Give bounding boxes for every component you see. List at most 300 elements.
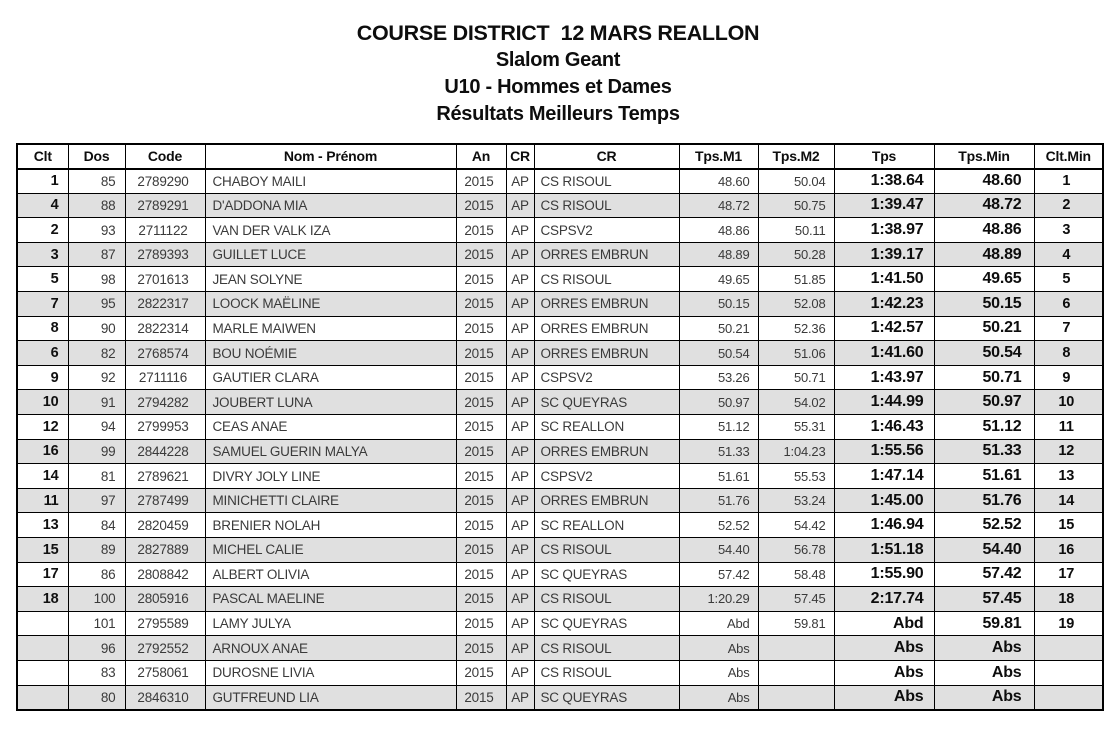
cell-clt-min: 12 <box>1034 439 1103 464</box>
cell-cr: AP <box>506 390 534 415</box>
cell-tps-m2: 54.42 <box>758 513 834 538</box>
cell-clt: 14 <box>17 464 68 489</box>
cell-club: CS RISOUL <box>534 660 679 685</box>
cell-tps-m1: 50.21 <box>679 316 758 341</box>
cell-tps-min: Abs <box>934 685 1034 710</box>
cell-tps-m1: 49.65 <box>679 267 758 292</box>
cell-cr: AP <box>506 587 534 612</box>
table-row <box>17 562 1103 587</box>
cell-code: 2789290 <box>125 169 205 194</box>
header-tps-m2: Tps.M2 <box>758 144 834 169</box>
cell-tps-m1: 54.40 <box>679 538 758 563</box>
cell-nom: MICHEL CALIE <box>205 538 456 563</box>
cell-cr: AP <box>506 611 534 636</box>
cell-code: 2795589 <box>125 611 205 636</box>
cell-an: 2015 <box>456 316 506 341</box>
cell-club: CS RISOUL <box>534 636 679 661</box>
header-tps-m1: Tps.M1 <box>679 144 758 169</box>
cell-clt-min: 11 <box>1034 415 1103 440</box>
cell-nom: ALBERT OLIVIA <box>205 562 456 587</box>
table-row <box>17 292 1103 317</box>
cell-tps-m1: 48.72 <box>679 193 758 218</box>
cell-dos: 98 <box>68 267 125 292</box>
cell-clt-min: 18 <box>1034 587 1103 612</box>
cell-tps-min: 49.65 <box>934 267 1034 292</box>
cell-cr: AP <box>506 464 534 489</box>
cell-tps: 1:47.14 <box>834 464 934 489</box>
table-row <box>17 316 1103 341</box>
cell-tps-m2: 52.36 <box>758 316 834 341</box>
cell-nom: BOU NOÉMIE <box>205 341 456 366</box>
cell-club: CSPSV2 <box>534 365 679 390</box>
cell-clt: 15 <box>17 538 68 563</box>
cell-nom: DUROSNE LIVIA <box>205 660 456 685</box>
cell-dos: 91 <box>68 390 125 415</box>
cell-tps-min: 48.60 <box>934 169 1034 194</box>
cell-code: 2768574 <box>125 341 205 366</box>
cell-dos: 101 <box>68 611 125 636</box>
cell-tps-m2: 53.24 <box>758 488 834 513</box>
cell-tps-m2: 54.02 <box>758 390 834 415</box>
cell-clt-min: 10 <box>1034 390 1103 415</box>
cell-an: 2015 <box>456 636 506 661</box>
cell-tps-m1: Abs <box>679 636 758 661</box>
event-subtitle: Slalom Geant <box>495 49 621 71</box>
cell-clt <box>17 636 68 661</box>
header-clt: Clt <box>17 144 68 169</box>
header-dos: Dos <box>68 144 125 169</box>
cell-nom: JEAN SOLYNE <box>205 267 456 292</box>
cell-clt <box>17 611 68 636</box>
cell-nom: BRENIER NOLAH <box>205 513 456 538</box>
cell-tps: 1:51.18 <box>834 538 934 563</box>
cell-cr: AP <box>506 488 534 513</box>
cell-tps-min: 50.21 <box>934 316 1034 341</box>
cell-cr: AP <box>506 636 534 661</box>
cell-code: 2822317 <box>125 292 205 317</box>
cell-dos: 96 <box>68 636 125 661</box>
cell-an: 2015 <box>456 242 506 267</box>
cell-tps-m1: 48.89 <box>679 242 758 267</box>
table-row <box>17 341 1103 366</box>
cell-tps-min: 48.86 <box>934 218 1034 243</box>
cell-clt-min: 6 <box>1034 292 1103 317</box>
cell-tps: 1:55.56 <box>834 439 934 464</box>
cell-tps: Abd <box>834 611 934 636</box>
cell-tps-m2: 59.81 <box>758 611 834 636</box>
cell-clt-min: 7 <box>1034 316 1103 341</box>
cell-tps: 1:38.64 <box>834 169 934 194</box>
cell-tps-min: 48.89 <box>934 242 1034 267</box>
cell-clt-min: 4 <box>1034 242 1103 267</box>
cell-club: ORRES EMBRUN <box>534 341 679 366</box>
cell-code: 2805916 <box>125 587 205 612</box>
cell-clt: 1 <box>17 169 68 194</box>
cell-code: 2789621 <box>125 464 205 489</box>
table-row <box>17 365 1103 390</box>
cell-dos: 93 <box>68 218 125 243</box>
cell-nom: GAUTIER CLARA <box>205 365 456 390</box>
cell-an: 2015 <box>456 611 506 636</box>
header-tps-min: Tps.Min <box>934 144 1034 169</box>
cell-tps-min: 59.81 <box>934 611 1034 636</box>
cell-clt: 18 <box>17 587 68 612</box>
cell-tps-m1: 50.97 <box>679 390 758 415</box>
table-body <box>17 169 1103 710</box>
cell-tps: 1:39.47 <box>834 193 934 218</box>
cell-an: 2015 <box>456 538 506 563</box>
cell-tps-min: 48.72 <box>934 193 1034 218</box>
cell-nom: DIVRY JOLY LINE <box>205 464 456 489</box>
cell-tps-m2: 51.06 <box>758 341 834 366</box>
cell-tps: 1:38.97 <box>834 218 934 243</box>
cell-tps-min: 50.97 <box>934 390 1034 415</box>
cell-dos: 82 <box>68 341 125 366</box>
cell-code: 2808842 <box>125 562 205 587</box>
header-an: An <box>456 144 506 169</box>
cell-tps-m1: 1:20.29 <box>679 587 758 612</box>
document-header <box>0 0 1116 128</box>
cell-an: 2015 <box>456 562 506 587</box>
cell-dos: 95 <box>68 292 125 317</box>
cell-an: 2015 <box>456 464 506 489</box>
cell-tps-m1: 53.26 <box>679 365 758 390</box>
cell-clt-min: 5 <box>1034 267 1103 292</box>
cell-tps: 1:45.00 <box>834 488 934 513</box>
cell-club: ORRES EMBRUN <box>534 439 679 464</box>
cell-clt: 7 <box>17 292 68 317</box>
cell-an: 2015 <box>456 488 506 513</box>
cell-club: ORRES EMBRUN <box>534 316 679 341</box>
cell-code: 2789393 <box>125 242 205 267</box>
cell-club: CSPSV2 <box>534 464 679 489</box>
cell-dos: 99 <box>68 439 125 464</box>
cell-tps-m2: 50.28 <box>758 242 834 267</box>
cell-tps-m2: 55.31 <box>758 415 834 440</box>
cell-tps-m1: Abd <box>679 611 758 636</box>
cell-clt-min <box>1034 660 1103 685</box>
cell-cr: AP <box>506 365 534 390</box>
cell-nom: GUTFREUND LIA <box>205 685 456 710</box>
cell-clt-min: 13 <box>1034 464 1103 489</box>
results-table <box>16 143 1104 711</box>
cell-clt <box>17 660 68 685</box>
cell-clt: 12 <box>17 415 68 440</box>
cell-tps-m1: 48.86 <box>679 218 758 243</box>
cell-tps-min: 51.33 <box>934 439 1034 464</box>
cell-clt: 5 <box>17 267 68 292</box>
table-row <box>17 169 1103 194</box>
cell-code: 2789291 <box>125 193 205 218</box>
cell-tps-m1: Abs <box>679 660 758 685</box>
table-row <box>17 267 1103 292</box>
cell-club: CS RISOUL <box>534 538 679 563</box>
cell-nom: VAN DER VALK IZA <box>205 218 456 243</box>
cell-code: 2799953 <box>125 415 205 440</box>
table-row <box>17 464 1103 489</box>
table-row <box>17 538 1103 563</box>
cell-an: 2015 <box>456 267 506 292</box>
cell-tps-m1: 51.33 <box>679 439 758 464</box>
header-clt-min: Clt.Min <box>1034 144 1103 169</box>
cell-club: CS RISOUL <box>534 587 679 612</box>
cell-an: 2015 <box>456 439 506 464</box>
cell-club: SC QUEYRAS <box>534 390 679 415</box>
cell-clt: 10 <box>17 390 68 415</box>
cell-tps: 1:55.90 <box>834 562 934 587</box>
cell-club: SC REALLON <box>534 415 679 440</box>
cell-clt: 8 <box>17 316 68 341</box>
cell-nom: GUILLET LUCE <box>205 242 456 267</box>
cell-clt-min <box>1034 636 1103 661</box>
cell-clt-min: 19 <box>1034 611 1103 636</box>
cell-tps: 1:41.60 <box>834 341 934 366</box>
cell-tps-m2: 50.71 <box>758 365 834 390</box>
cell-nom: CEAS ANAE <box>205 415 456 440</box>
cell-club: ORRES EMBRUN <box>534 242 679 267</box>
cell-tps-min: 57.42 <box>934 562 1034 587</box>
cell-clt: 9 <box>17 365 68 390</box>
cell-tps-min: 51.61 <box>934 464 1034 489</box>
cell-clt: 11 <box>17 488 68 513</box>
cell-tps-m2: 58.48 <box>758 562 834 587</box>
table-row <box>17 390 1103 415</box>
cell-cr: AP <box>506 267 534 292</box>
cell-nom: MARLE MAIWEN <box>205 316 456 341</box>
table-row <box>17 415 1103 440</box>
cell-club: ORRES EMBRUN <box>534 292 679 317</box>
cell-tps-min: 52.52 <box>934 513 1034 538</box>
cell-tps-m1: 50.15 <box>679 292 758 317</box>
cell-an: 2015 <box>456 341 506 366</box>
cell-clt-min: 8 <box>1034 341 1103 366</box>
cell-tps-min: Abs <box>934 660 1034 685</box>
cell-nom: LAMY JULYA <box>205 611 456 636</box>
cell-tps: Abs <box>834 685 934 710</box>
cell-an: 2015 <box>456 390 506 415</box>
cell-tps-min: 50.54 <box>934 341 1034 366</box>
cell-tps-m1: 57.42 <box>679 562 758 587</box>
cell-clt: 2 <box>17 218 68 243</box>
cell-dos: 100 <box>68 587 125 612</box>
table-row <box>17 685 1103 710</box>
cell-tps-m2 <box>758 685 834 710</box>
table-row <box>17 636 1103 661</box>
cell-cr: AP <box>506 292 534 317</box>
cell-nom: SAMUEL GUERIN MALYA <box>205 439 456 464</box>
header-code: Code <box>125 144 205 169</box>
cell-dos: 83 <box>68 660 125 685</box>
cell-cr: AP <box>506 538 534 563</box>
cell-dos: 80 <box>68 685 125 710</box>
cell-clt: 4 <box>17 193 68 218</box>
cell-tps-m2: 57.45 <box>758 587 834 612</box>
cell-code: 2844228 <box>125 439 205 464</box>
cell-clt-min: 14 <box>1034 488 1103 513</box>
cell-code: 2711122 <box>125 218 205 243</box>
cell-clt-min: 2 <box>1034 193 1103 218</box>
cell-cr: AP <box>506 439 534 464</box>
cell-clt: 3 <box>17 242 68 267</box>
cell-tps-m2: 50.11 <box>758 218 834 243</box>
cell-cr: AP <box>506 660 534 685</box>
cell-dos: 94 <box>68 415 125 440</box>
cell-tps: 1:44.99 <box>834 390 934 415</box>
table-row <box>17 587 1103 612</box>
cell-tps: 1:42.23 <box>834 292 934 317</box>
cell-tps-m1: 50.54 <box>679 341 758 366</box>
cell-nom: MINICHETTI CLAIRE <box>205 488 456 513</box>
cell-clt: 6 <box>17 341 68 366</box>
cell-tps: 2:17.74 <box>834 587 934 612</box>
cell-clt-min: 15 <box>1034 513 1103 538</box>
cell-clt: 16 <box>17 439 68 464</box>
cell-an: 2015 <box>456 587 506 612</box>
cell-tps: Abs <box>834 636 934 661</box>
table-row <box>17 488 1103 513</box>
cell-clt: 17 <box>17 562 68 587</box>
cell-nom: LOOCK MAËLINE <box>205 292 456 317</box>
header-nom: Nom - Prénom <box>205 144 456 169</box>
cell-tps: 1:41.50 <box>834 267 934 292</box>
cell-tps-m2: 56.78 <box>758 538 834 563</box>
cell-tps-min: 51.76 <box>934 488 1034 513</box>
header-tps: Tps <box>834 144 934 169</box>
cell-code: 2846310 <box>125 685 205 710</box>
table-row <box>17 218 1103 243</box>
cell-an: 2015 <box>456 415 506 440</box>
header-club: CR <box>534 144 679 169</box>
cell-code: 2787499 <box>125 488 205 513</box>
cell-code: 2794282 <box>125 390 205 415</box>
cell-clt-min: 16 <box>1034 538 1103 563</box>
category-subtitle: U10 - Hommes et Dames <box>444 76 672 98</box>
cell-dos: 81 <box>68 464 125 489</box>
cell-cr: AP <box>506 685 534 710</box>
cell-tps: 1:46.43 <box>834 415 934 440</box>
cell-dos: 90 <box>68 316 125 341</box>
table-header-row <box>17 144 1103 169</box>
cell-nom: CHABOY MAILI <box>205 169 456 194</box>
results-subtitle: Résultats Meilleurs Temps <box>436 103 680 125</box>
cell-tps: 1:42.57 <box>834 316 934 341</box>
cell-tps-min: 50.15 <box>934 292 1034 317</box>
cell-tps-m1: 48.60 <box>679 169 758 194</box>
cell-tps-m2: 1:04.23 <box>758 439 834 464</box>
cell-nom: ARNOUX ANAE <box>205 636 456 661</box>
cell-tps-m1: 51.76 <box>679 488 758 513</box>
cell-dos: 89 <box>68 538 125 563</box>
cell-dos: 92 <box>68 365 125 390</box>
cell-code: 2820459 <box>125 513 205 538</box>
cell-an: 2015 <box>456 685 506 710</box>
cell-tps: 1:43.97 <box>834 365 934 390</box>
table-row <box>17 193 1103 218</box>
cell-dos: 85 <box>68 169 125 194</box>
cell-cr: AP <box>506 513 534 538</box>
cell-an: 2015 <box>456 365 506 390</box>
cell-clt: 13 <box>17 513 68 538</box>
cell-nom: PASCAL MAELINE <box>205 587 456 612</box>
cell-an: 2015 <box>456 292 506 317</box>
cell-clt-min <box>1034 685 1103 710</box>
cell-tps-m2: 51.85 <box>758 267 834 292</box>
cell-tps-m1: Abs <box>679 685 758 710</box>
cell-code: 2701613 <box>125 267 205 292</box>
cell-clt-min: 9 <box>1034 365 1103 390</box>
cell-clt-min: 3 <box>1034 218 1103 243</box>
cell-an: 2015 <box>456 169 506 194</box>
cell-tps-m2: 50.75 <box>758 193 834 218</box>
cell-tps-m2 <box>758 660 834 685</box>
cell-cr: AP <box>506 415 534 440</box>
table-row <box>17 513 1103 538</box>
cell-tps-m2: 52.08 <box>758 292 834 317</box>
cell-tps-m2: 50.04 <box>758 169 834 194</box>
cell-an: 2015 <box>456 193 506 218</box>
cell-tps-min: 57.45 <box>934 587 1034 612</box>
cell-tps-m1: 52.52 <box>679 513 758 538</box>
cell-cr: AP <box>506 341 534 366</box>
cell-tps-m2 <box>758 636 834 661</box>
cell-nom: JOUBERT LUNA <box>205 390 456 415</box>
cell-tps-min: 54.40 <box>934 538 1034 563</box>
cell-code: 2792552 <box>125 636 205 661</box>
cell-tps-min: Abs <box>934 636 1034 661</box>
cell-club: ORRES EMBRUN <box>534 488 679 513</box>
cell-club: CS RISOUL <box>534 193 679 218</box>
cell-club: CS RISOUL <box>534 169 679 194</box>
cell-club: SC QUEYRAS <box>534 685 679 710</box>
cell-cr: AP <box>506 193 534 218</box>
table-row <box>17 242 1103 267</box>
cell-tps: Abs <box>834 660 934 685</box>
cell-dos: 97 <box>68 488 125 513</box>
header-cr: CR <box>506 144 534 169</box>
table-row <box>17 660 1103 685</box>
cell-dos: 87 <box>68 242 125 267</box>
cell-an: 2015 <box>456 513 506 538</box>
cell-code: 2758061 <box>125 660 205 685</box>
cell-tps-min: 50.71 <box>934 365 1034 390</box>
cell-dos: 84 <box>68 513 125 538</box>
cell-tps: 1:46.94 <box>834 513 934 538</box>
cell-club: SC REALLON <box>534 513 679 538</box>
cell-clt-min: 1 <box>1034 169 1103 194</box>
table-row <box>17 611 1103 636</box>
cell-tps-min: 51.12 <box>934 415 1034 440</box>
cell-clt-min: 17 <box>1034 562 1103 587</box>
cell-an: 2015 <box>456 660 506 685</box>
table-row <box>17 439 1103 464</box>
cell-cr: AP <box>506 218 534 243</box>
cell-tps-m1: 51.12 <box>679 415 758 440</box>
cell-an: 2015 <box>456 218 506 243</box>
cell-dos: 88 <box>68 193 125 218</box>
cell-cr: AP <box>506 562 534 587</box>
cell-club: CS RISOUL <box>534 267 679 292</box>
cell-clt <box>17 685 68 710</box>
cell-club: CSPSV2 <box>534 218 679 243</box>
cell-club: SC QUEYRAS <box>534 611 679 636</box>
cell-club: SC QUEYRAS <box>534 562 679 587</box>
cell-code: 2822314 <box>125 316 205 341</box>
cell-cr: AP <box>506 169 534 194</box>
cell-tps-m2: 55.53 <box>758 464 834 489</box>
cell-code: 2827889 <box>125 538 205 563</box>
cell-nom: D'ADDONA MIA <box>205 193 456 218</box>
cell-dos: 86 <box>68 562 125 587</box>
